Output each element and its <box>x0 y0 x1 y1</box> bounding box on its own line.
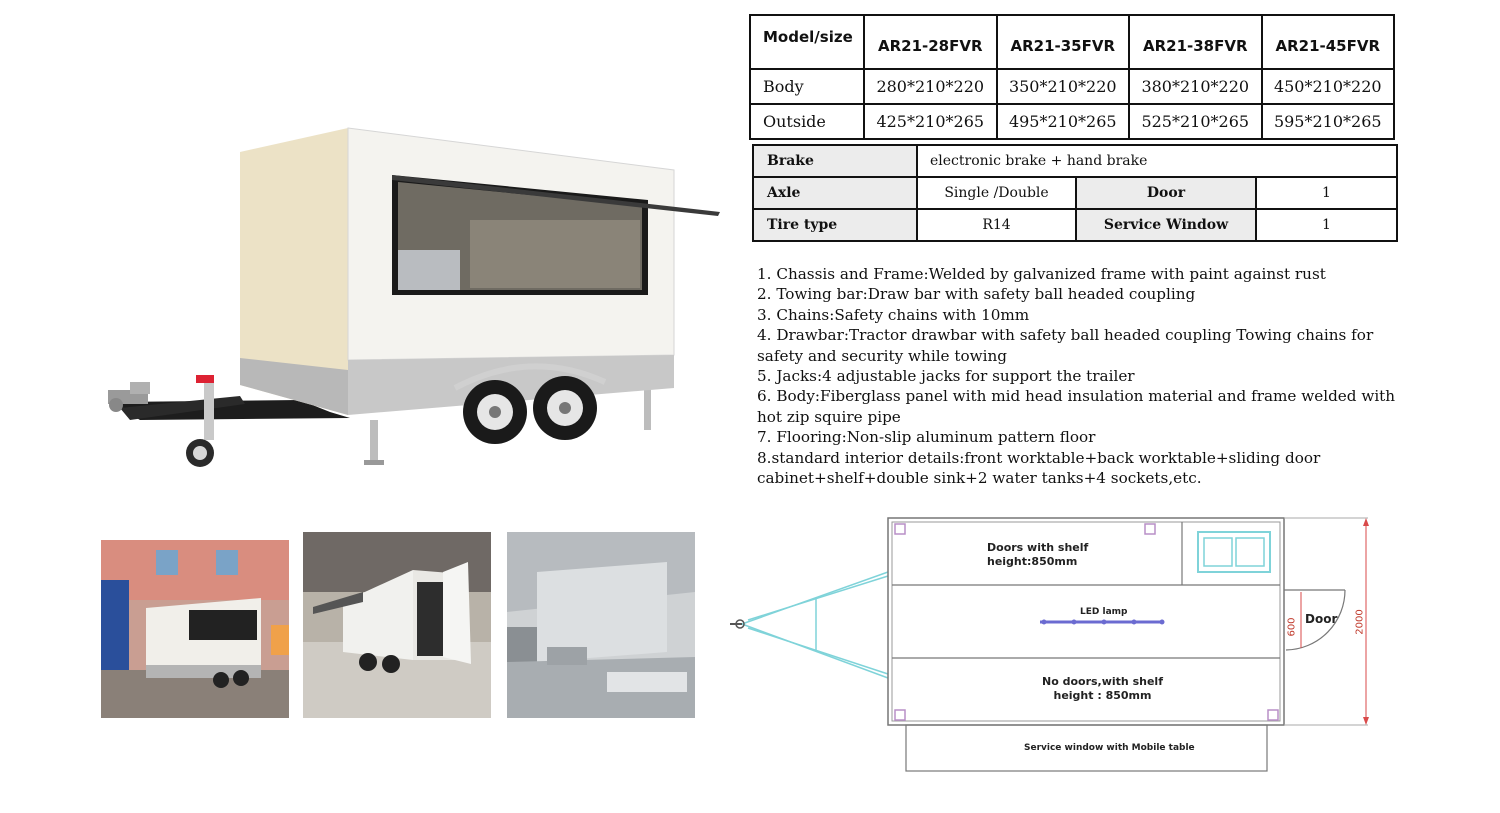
front-shelf-label-line2: height:850mm <box>987 555 1078 568</box>
main-trailer-image <box>100 120 730 480</box>
door-value: 1 <box>1256 177 1397 209</box>
list-item: 6. Body:Fiberglass panel with mid head insulation material and frame welded with hot zip squire pipe <box>757 387 1396 426</box>
list-item: 5. Jacks:4 adjustable jacks for support the trailer <box>757 367 1135 386</box>
list-item: 7. Flooring:Non-slip aluminum pattern floor <box>757 428 1096 447</box>
service-window-plan-label: Service window with Mobile table <box>1024 743 1195 753</box>
table-header-cell: AR21-28FVR <box>864 15 997 69</box>
back-shelf-label <box>1042 675 1163 703</box>
table-cell: 280*210*220 <box>864 69 997 104</box>
photo-trailer-open-door <box>303 532 491 718</box>
table-row-label: Body <box>750 69 864 104</box>
door-label: Door <box>1076 177 1256 209</box>
table-cell: 595*210*265 <box>1262 104 1395 139</box>
service-window-label: Service Window <box>1076 209 1256 241</box>
table-row <box>753 145 1397 177</box>
feature-list <box>757 264 1397 488</box>
list-item: 4. Drawbar:Tractor drawbar with safety ball headed coupling Towing chains for safety and security while towing <box>757 326 1374 365</box>
front-shelf-label-line1: Doors with shelf <box>987 541 1089 554</box>
door-width-dimension: 600 <box>1286 617 1298 637</box>
table-cell: 495*210*265 <box>997 104 1130 139</box>
brake-value: electronic brake + hand brake <box>917 145 1397 177</box>
table-cell: 525*210*265 <box>1129 104 1262 139</box>
list-item: 8.standard interior details:front worktable+back worktable+sliding door cabinet+shelf+double sink+2 water tanks+4 sockets,etc. <box>757 448 1321 488</box>
list-item: 1. Chassis and Frame:Welded by galvanized frame with paint against rust <box>757 265 1326 283</box>
table-header-cell: Model/size <box>750 15 864 69</box>
table-row <box>753 209 1397 241</box>
tire-value: R14 <box>917 209 1076 241</box>
table-header-cell: AR21-38FVR <box>1129 15 1262 69</box>
table-header-cell: AR21-35FVR <box>997 15 1130 69</box>
back-shelf-label-line2: height : 850mm <box>1053 689 1152 702</box>
table-header-row <box>750 15 1394 69</box>
back-shelf-label-line1: No doors,with shelf <box>1042 675 1163 688</box>
front-shelf-label <box>987 541 1088 569</box>
table-row <box>750 69 1394 104</box>
led-lamp-label: LED lamp <box>1080 607 1128 617</box>
detail-spec-table <box>752 144 1398 242</box>
table-header-cell: AR21-45FVR <box>1262 15 1395 69</box>
list-item: 3. Chains:Safety chains with 10mm <box>757 305 1030 324</box>
axle-value: Single /Double <box>917 177 1076 209</box>
model-size-table <box>749 14 1395 140</box>
table-cell: 425*210*265 <box>864 104 997 139</box>
table-row <box>753 177 1397 209</box>
tire-label: Tire type <box>753 209 917 241</box>
list-item: 2. Towing bar:Draw bar with safety ball headed coupling <box>757 285 1196 304</box>
table-cell: 380*210*220 <box>1129 69 1262 104</box>
brake-label: Brake <box>753 145 917 177</box>
table-row-label: Outside <box>750 104 864 139</box>
axle-label: Axle <box>753 177 917 209</box>
photo-trailer-street <box>101 540 289 718</box>
table-row <box>750 104 1394 139</box>
photo-trailer-interior <box>507 532 695 718</box>
door-plan-label: Door <box>1305 612 1338 626</box>
height-dimension: 2000 <box>1354 609 1366 635</box>
table-cell: 350*210*220 <box>997 69 1130 104</box>
table-cell: 450*210*220 <box>1262 69 1395 104</box>
service-window-value: 1 <box>1256 209 1397 241</box>
